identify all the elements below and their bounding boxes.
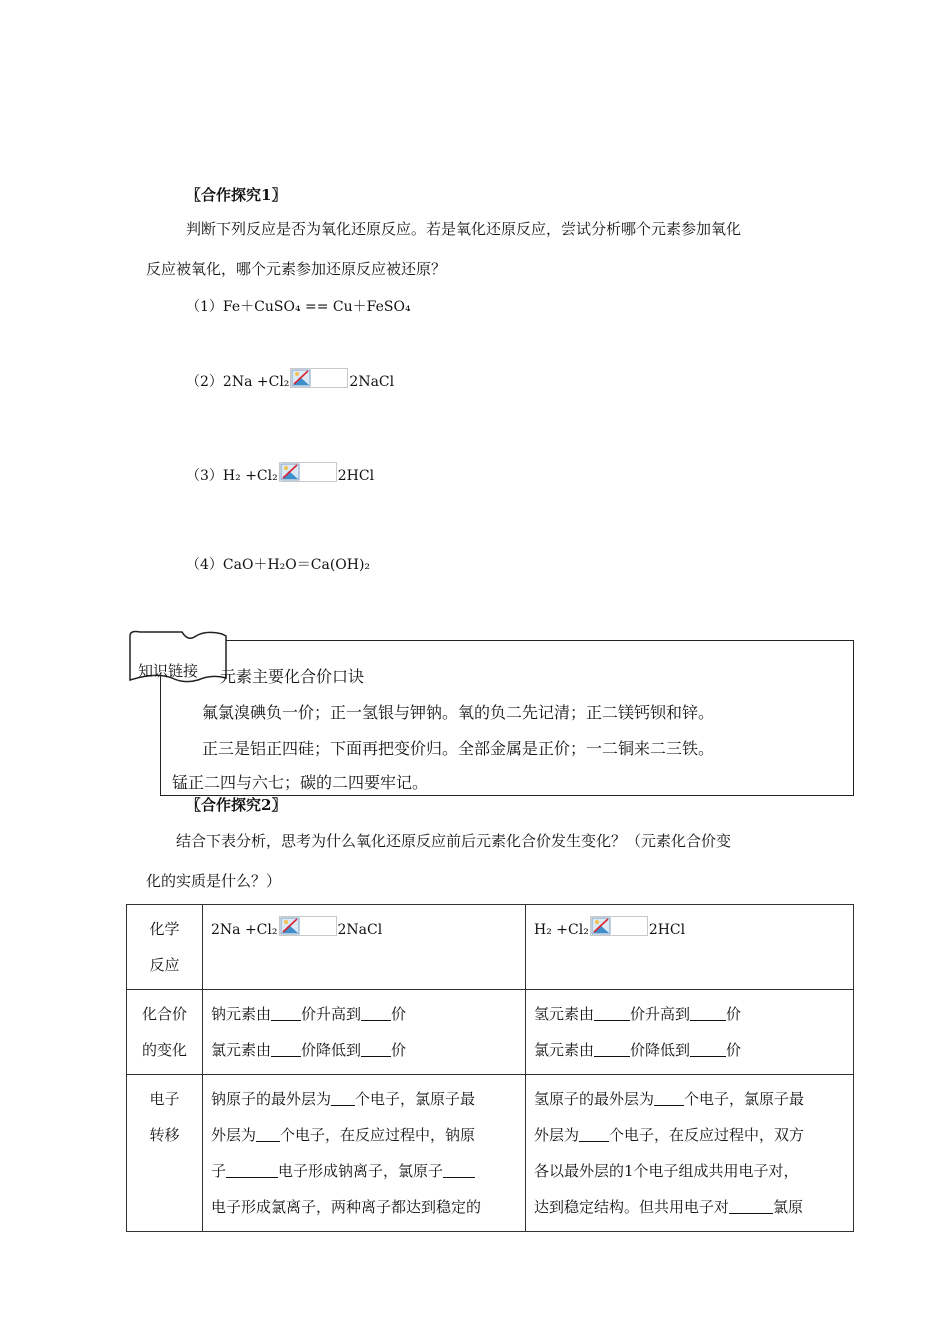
text-line: [534, 1153, 845, 1189]
table-cell: [203, 990, 526, 1075]
text: 个电子，氯原子最: [684, 1090, 805, 1108]
table-row: [127, 905, 854, 990]
text: 氢元素由: [534, 1005, 595, 1023]
valence-line: [534, 996, 845, 1032]
reaction-1: [186, 296, 411, 316]
text-line: [211, 1081, 517, 1117]
text: 钠元素由: [211, 1005, 272, 1023]
row-header-line: 转移: [149, 1126, 180, 1144]
fill-blank[interactable]: [729, 1199, 773, 1214]
fill-blank[interactable]: [271, 1006, 301, 1021]
table-cell: [526, 1075, 854, 1232]
reaction-reactants: 2Na +Cl₂: [222, 374, 290, 390]
text: 氢原子的最外层为: [534, 1090, 655, 1108]
fill-blank[interactable]: [579, 1127, 609, 1142]
text: 价: [726, 1005, 742, 1023]
reaction-3: [186, 462, 374, 485]
text: 各以最外层的1个电子组成共用电子对，: [534, 1162, 799, 1180]
fill-blank[interactable]: [443, 1163, 475, 1178]
broken-image-icon: [290, 368, 348, 388]
reaction-products: 2HCl: [648, 922, 686, 938]
row-header-line: 化合价: [141, 1005, 187, 1023]
text-line: [211, 1117, 517, 1153]
row-header: [127, 990, 203, 1075]
text: 外层为: [534, 1126, 580, 1144]
text: 个电子，在反应过程中，双方: [609, 1126, 805, 1144]
knowledge-title: 元素主要化合价口诀: [220, 667, 365, 686]
broken-image-icon: [279, 916, 337, 936]
text: 电子形成氯离子，两种离子都达到稳定的: [211, 1198, 482, 1216]
valence-line: [534, 1032, 845, 1068]
row-header: [127, 905, 203, 990]
section1-question-line1: 判断下列反应是否为氧化还原反应。若是氧化还原反应，尝试分析哪个元素参加氧化: [186, 220, 742, 238]
fill-blank[interactable]: [654, 1091, 684, 1106]
knowledge-line2: 正三是铝正四硅；下面再把变价归。全部金属是正价；一二铜来二三铁。: [202, 739, 715, 758]
text-line: [534, 1117, 845, 1153]
row-header-line: 电子: [149, 1090, 180, 1108]
text-line: [211, 1153, 517, 1189]
reaction-equation: Fe＋CuSO₄ == Cu＋FeSO₄: [222, 299, 411, 315]
text: 价升高到: [630, 1005, 691, 1023]
reaction-4: [186, 554, 370, 574]
broken-image-icon: [590, 916, 648, 936]
table-cell: [203, 905, 526, 990]
reaction-2: [186, 368, 394, 391]
fill-blank[interactable]: [690, 1006, 726, 1021]
fill-blank[interactable]: [690, 1042, 726, 1057]
fill-blank[interactable]: [256, 1127, 280, 1142]
fill-blank[interactable]: [594, 1042, 630, 1057]
table-row: [127, 1075, 854, 1232]
text: 达到稳定结构。但共用电子对: [534, 1198, 730, 1216]
text: 价: [726, 1041, 742, 1059]
valence-line: [211, 1032, 517, 1068]
section2-question-line1: 结合下表分析，思考为什么氧化还原反应前后元素化合价发生变化？（元素化合价变: [176, 832, 732, 850]
text: 子: [211, 1162, 227, 1180]
text: 个电子，氯原子最: [355, 1090, 476, 1108]
broken-image-icon: [279, 462, 337, 482]
table-row: [127, 990, 854, 1075]
section2-title: 〖合作探究2〗: [186, 796, 287, 814]
valence-line: [211, 996, 517, 1032]
row-header-line: 反应: [149, 956, 180, 974]
table-cell: [526, 905, 854, 990]
section2-question-line2: 化的实质是什么？）: [146, 872, 282, 890]
reaction-number: （3）: [186, 468, 223, 484]
text: 价降低到: [301, 1041, 362, 1059]
reaction-products: 2HCl: [337, 468, 375, 484]
reaction-reactants: H₂ +Cl₂: [534, 922, 589, 938]
knowledge-line1: 氟氯溴碘负一价；正一氢银与钾钠。氧的负二先记清；正二镁钙钡和锌。: [202, 703, 715, 722]
text: 氯元素由: [211, 1041, 272, 1059]
reaction-number: （1）: [186, 299, 223, 315]
text: 个电子，在反应过程中，钠原: [280, 1126, 476, 1144]
reaction-number: （4）: [186, 557, 223, 573]
section1-question-line2: 反应被氧化，哪个元素参加还原反应被还原？: [146, 260, 447, 278]
text: 价降低到: [630, 1041, 691, 1059]
reaction-equation: CaO＋H₂O＝Ca(OH)₂: [222, 557, 371, 573]
section1-title: 〖合作探究1〗: [186, 186, 287, 204]
fill-blank[interactable]: [226, 1163, 278, 1178]
reaction-products: 2NaCl: [337, 922, 383, 938]
reaction-number: （2）: [186, 374, 223, 390]
text: 氯原: [773, 1198, 804, 1216]
row-header-line: 化学: [149, 920, 180, 938]
analysis-table: [126, 904, 854, 1232]
knowledge-line3: 锰正二四与六七；碳的二四要牢记。: [172, 773, 429, 792]
text-line: [211, 1189, 517, 1225]
text: 氯元素由: [534, 1041, 595, 1059]
reaction-products: 2NaCl: [349, 374, 395, 390]
text: 价: [391, 1041, 407, 1059]
text: 钠原子的最外层为: [211, 1090, 332, 1108]
text: 电子形成钠离子，氯原子: [278, 1162, 444, 1180]
table-cell: [203, 1075, 526, 1232]
text: 价: [391, 1005, 407, 1023]
knowledge-tab-label: 知识链接: [138, 662, 199, 680]
fill-blank[interactable]: [594, 1006, 630, 1021]
reaction-reactants: H₂ +Cl₂: [222, 468, 278, 484]
fill-blank[interactable]: [361, 1042, 391, 1057]
row-header-line: 的变化: [141, 1041, 187, 1059]
text-line: [534, 1081, 845, 1117]
text: 外层为: [211, 1126, 257, 1144]
fill-blank[interactable]: [271, 1042, 301, 1057]
text: 价升高到: [301, 1005, 362, 1023]
row-header: [127, 1075, 203, 1232]
reaction-reactants: 2Na +Cl₂: [211, 922, 278, 938]
text-line: [534, 1189, 845, 1225]
fill-blank[interactable]: [331, 1091, 355, 1106]
fill-blank[interactable]: [361, 1006, 391, 1021]
table-cell: [526, 990, 854, 1075]
